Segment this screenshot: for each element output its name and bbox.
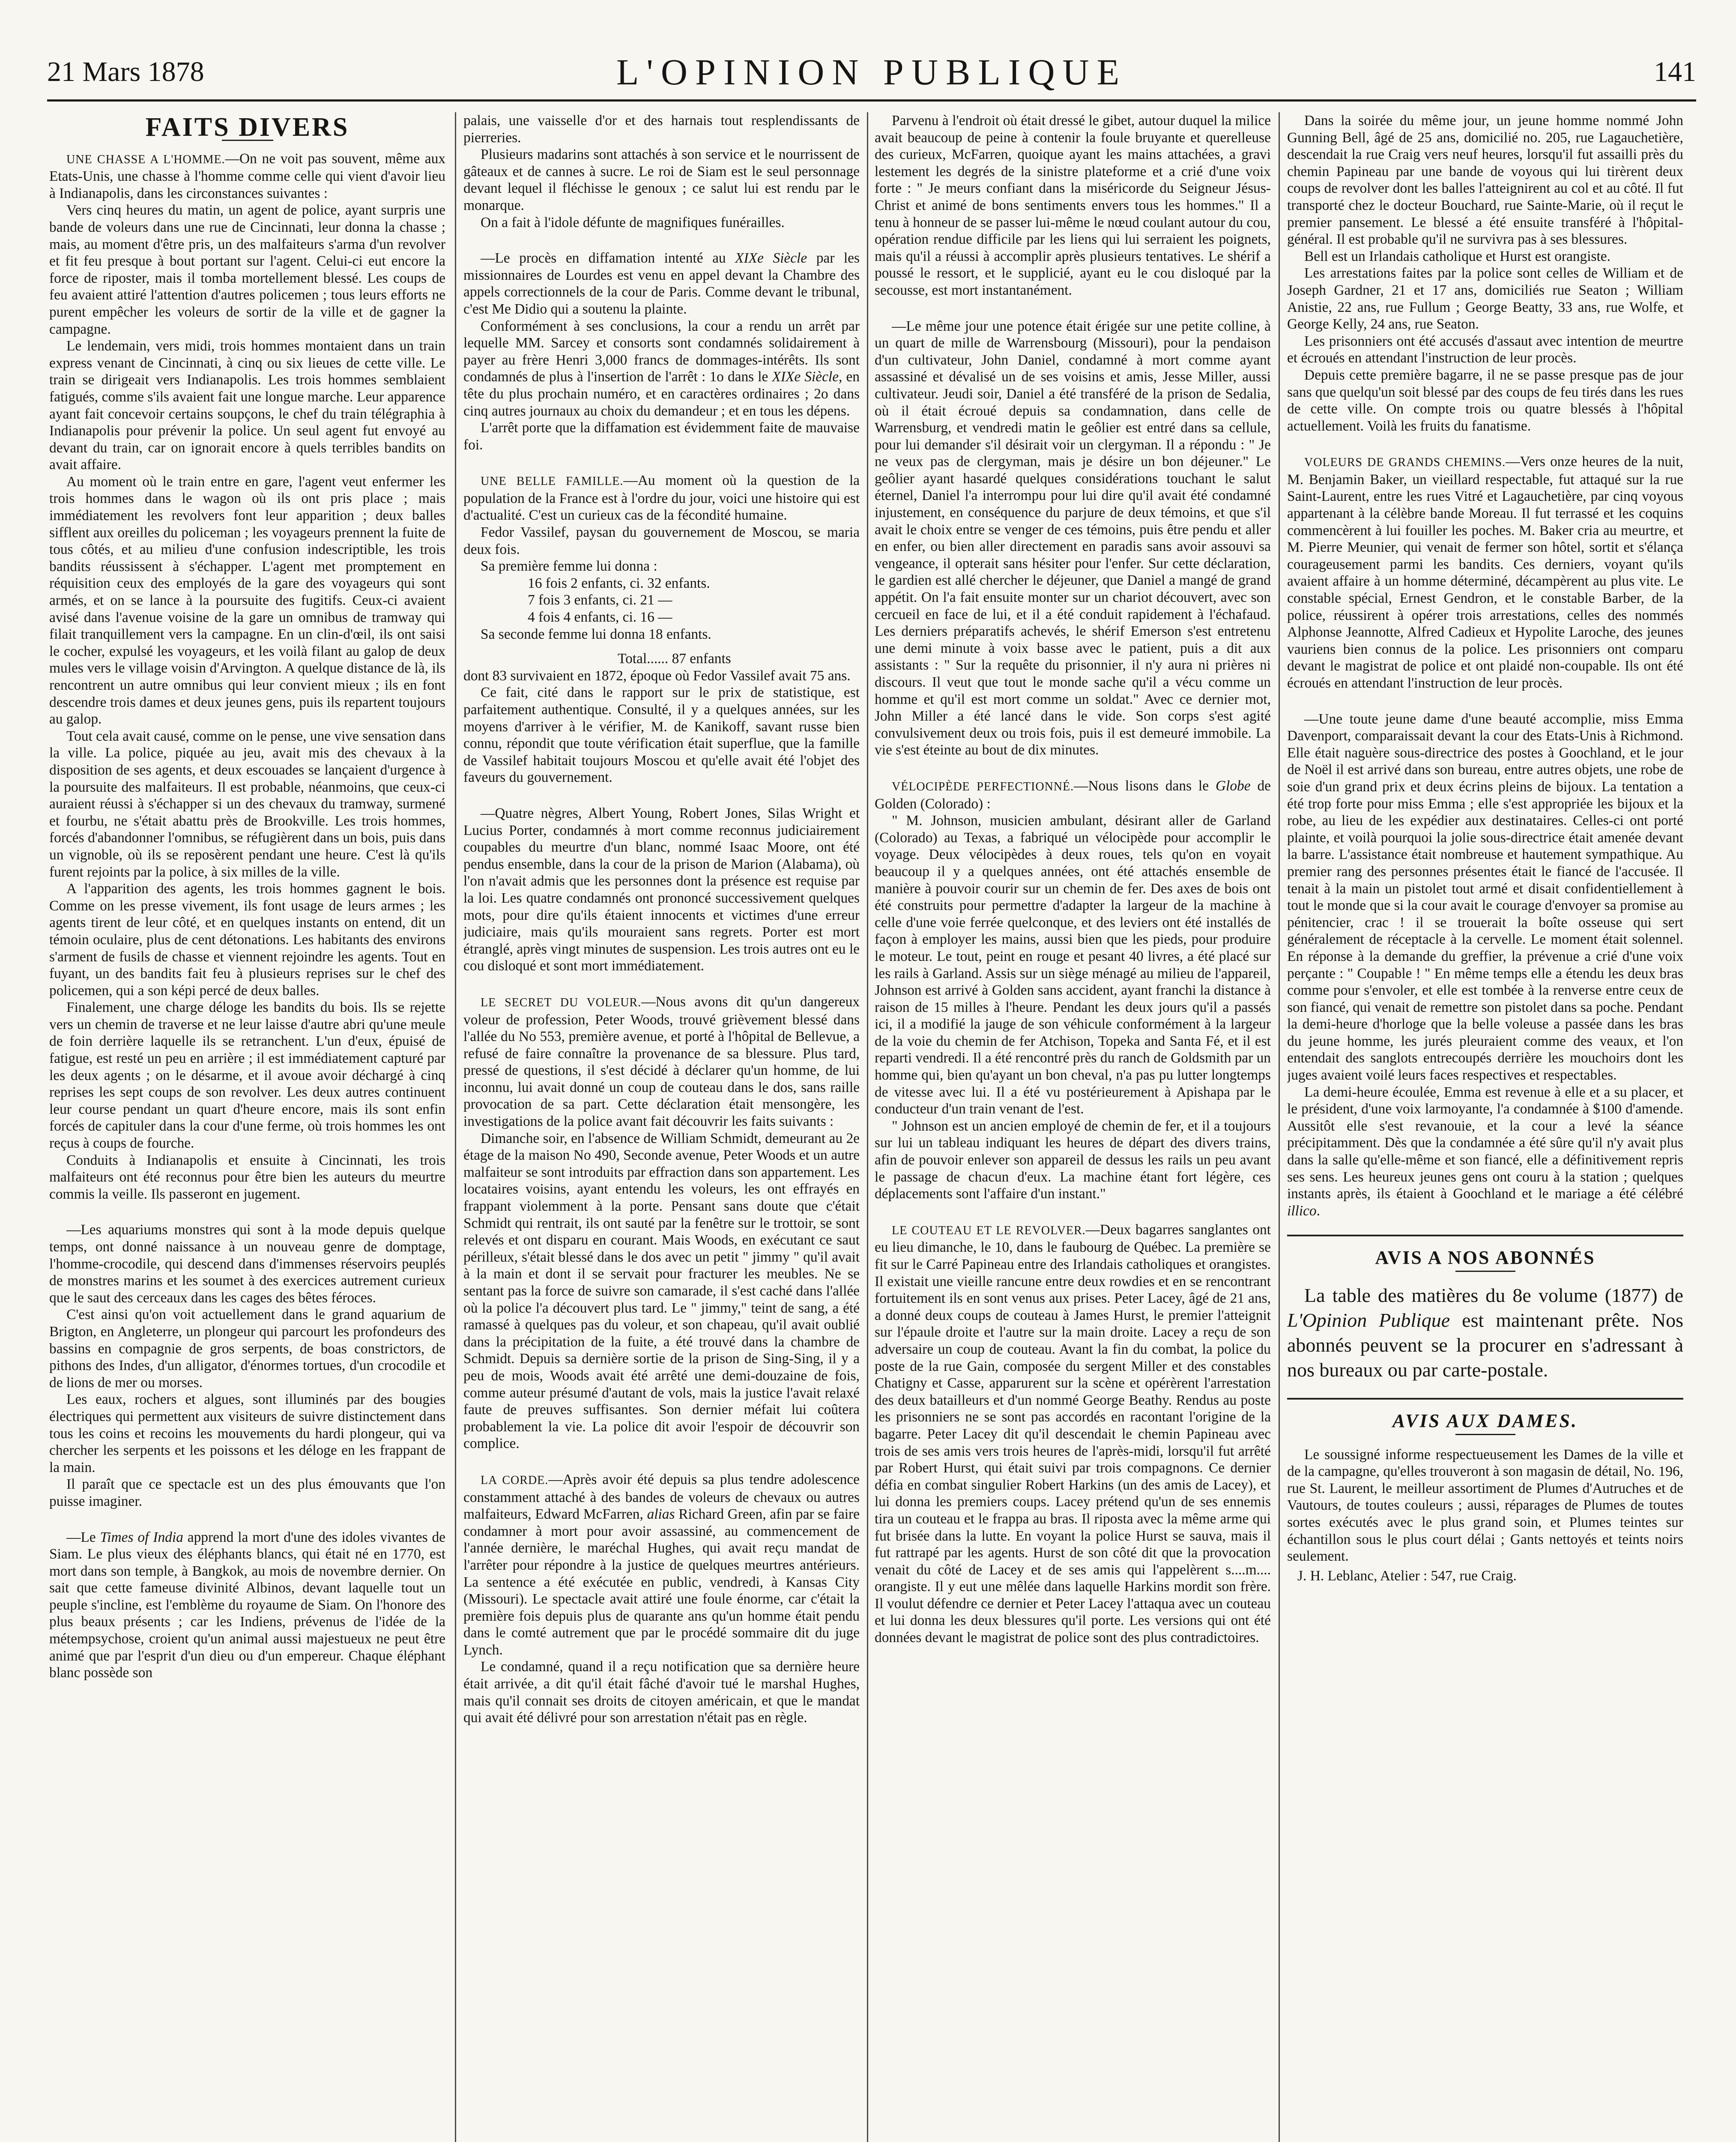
article-paragraph: Dimanche soir, en l'absence de William Schmidt, demeurant au 2e étage de la maison No 490, Seconde avenue, Peter Woods et un autre malfaiteur se sont introduits par effraction dans son appartement. Les locataires voisins, ayant entendu les voleurs, les ont effrayés en frappant violemment à la porte. Pensant sans doute que c'était Schmidt qui rentrait, ils ont sauté par la fenêtre sur le trottoir, se sont relevés et ont disparu en courant. Mais Woods, en exécutant ce saut périlleux, s'était blessé dans le dos avec un petit " jimmy " qu'il avait à la main et dont il se servait pour fracturer les meubles. Ne se sentant pas la force de suivre son camarade, il s'est caché dans l'allée où la police l'a découvert plus tard. Le " jimmy," teint de sang, a été ramassé à quelques pas du voleur, et son chapeau, qu'il avait oublié dans la précipitation de la fuite, a été trouvé dans la chambre de Schmidt. Depuis sa dernière sortie de la prison de Sing-Sing, il y a peu de mois, Woods avait été arrêté une demi-douzaine de fois, comme auteur présumé d'autant de vols, mais la justice l'avait relaxé faute de preuves suffisantes. Son dernier méfait lui coûtera probablement la vie. La police dit avoir l'espoir de découvrir son complice. (463, 1130, 860, 1452)
article-text: —Au moment où la question de la population de la France est à l'ordre du jour, voici une histoire qui est d'actualité. C'est un curieux cas de la fécondité humaine. (463, 473, 860, 524)
notice-text-part: La table des matières du 8e volume (1877) de (1304, 1284, 1683, 1306)
article-paragraph (463, 318, 860, 420)
article-text: . (1316, 1203, 1320, 1219)
page-number: 141 (1654, 56, 1696, 87)
list-total: Total...... 87 enfants (618, 651, 731, 667)
list-item: 7 fois 3 enfants, ci. 21 — (528, 592, 672, 608)
list-item: 4 fois 4 enfants, ci. 16 — (528, 609, 672, 625)
article-paragraph (49, 150, 445, 202)
notice-title: AVIS A NOS ABONNÉS (1375, 1247, 1596, 1268)
article-text: —Le (66, 1529, 100, 1545)
article-paragraph (1287, 1084, 1683, 1220)
article-paragraph: —Les aquariums monstres qui sont à la mode depuis quelque temps, ont donné naissance à un nouveau genre de domptage, l'homme-crocodile, qui descend dans d'immenses réservoirs peuplés de monstres marins et les soumet à des exercices autrement curieux que le saut des cerceaux dans les cages des bêtes féroces. (49, 1222, 445, 1306)
article-paragraph: —Une toute jeune dame d'une beauté accomplie, miss Emma Davenport, comparaissait devant la cour des Etats-Unis à Richmond. Elle était naguère sous-directrice des postes à Goochland, et le jour de Noël il est arrivé dans son bureau, entre autres objets, une robe de soie d'un grand prix et deux écrins pleins de bijoux. La tentation a été trop forte pour miss Emma ; elle s'est appropriée les bijoux et la robe, au lieu de les expédier aux destinataires. Celles-ci ont porté plainte, et voilà pourquoi la jolie sous-directrice était amenée devant la barre. L'assistance était nombreuse et hautement sympathique. Au premier rang des personnes présentes était le fiancé de l'accusée. Il tenait à la main un pistolet tout armé et disait confidentiellement à tout le monde que si la cour avait le courage d'envoyer sa promise au pénitencier, crac ! il se trouerait la boîte osseuse qui sert généralement de réceptacle à la cervelle. Le moment était solennel. En réponse à la demande du greffier, la prévenue a crié d'une voix perçante : " Coupable ! " En même temps elle a étendu les deux bras comme pour s'envoler, et elle est tombée à la renverse entre ceux de son fiancé, qui venait de remettre son pistolet dans sa poche. Pendant la demi-heure d'horloge que la belle voleuse a passée dans les bras du jeune homme, les jurés pleuraient comme des veaux, et l'on entendait des sanglots entrecoupés derrière les mouchoirs dont les juges avaient voilé leurs faces respectives et respectables. (1287, 711, 1683, 1083)
section-title: FAITS DIVERS (145, 113, 350, 142)
advertisement-text: Le soussigné informe respectueusement les Dames de la ville et de la campagne, qu'elles trouveront à son magasin de détail, No. 196, rue St. Laurent, le meilleur assortiment de Plumes d'Autruches et de Vautours, de toutes couleurs ; aussi, réparages de Plumes de toutes sortes exécutés avec le plus grand soin, et Plumes teintes sur échantillon sous le plus court délai ; Gants nettoyés et teints noirs seulement. (1287, 1446, 1683, 1565)
article-paragraph: Tout cela avait causé, comme on le pense, une vive sensation dans la ville. La police, piquée au jeu, avait mis des chevaux à la disposition de ses agents, et deux escouades se lançaient d'urgence à la poursuite des malfaiteurs. Il est probable, néanmoins, que ceux-ci auraient réussi à s'échapper si un des chevaux du tramway, surmené et fourbu, ne s'était abattu près de Brookville. Les trois hommes, forcés d'abandonner l'omnibus, se réfugièrent dans un bois, puis dans un vignoble, où ils se reposèrent pendant une heure. C'est là qu'ils furent rejoints par la police, à six milles de la ville. (49, 728, 445, 880)
title-rule (1455, 1434, 1515, 1435)
article-text: apprend la mort d'une des idoles vivantes de Siam. Le plus vieux des éléphants blancs, qui était né en 1770, est mort dans son temple, à Bangkok, au mois de novembre dernier. On sait que cette fameuse divinité Albinos, devant laquelle tout un peuple s'incline, est l'emblème du royaume de Siam. On l'honore des plus beaux présents ; car les Indiens, prévenus de l'idée de la métempsychose, croient qu'un animal aussi majestueux ne peut être animé que par l'esprit d'un dieu ou d'un empereur. Chaque éléphant blanc possède son (49, 1529, 445, 1681)
column-2 (463, 112, 860, 2142)
column-1 (49, 112, 445, 2142)
article-paragraph: —Quatre nègres, Albert Young, Robert Jones, Silas Wright et Lucius Porter, condamnés à mort comme reconnus judiciairement coupables du meurtre d'un blanc, nommé Isaac Moore, ont été pendus ensemble, dans la cour de la prison de Marion (Alabama), où l'on n'avait admis que les personnes dont la présence est requise par la loi. Les quatre condamnés ont prononcé successivement quelques mots, pour dire qu'ils étaient innocents et victimes d'une erreur judiciaire, mais qu'ils mouraient sans regrets. Porter est mort étranglé, après vingt minutes de suspension. Les trois autres ont eu le cou disloqué et sont mort immédiatement. (463, 805, 860, 974)
title-rule (1455, 1271, 1515, 1272)
article-lead: UNE BELLE FAMILLE. (481, 475, 624, 488)
article-text: —Deux bagarres sanglantes ont eu lieu dimanche, le 10, dans le faubourg de Québec. La première se fit sur le Carré Papineau entre des Irlandais catholiques et orangistes. Il existait une vieille rancune entre deux rowdies et en se rencontrant fortuitement ils en sont venus aux prises. Peter Lacey, âgé de 21 ans, a donné deux coups de couteau à James Hurst, le premier l'atteignit sur l'épaule droite et l'autre sur la main droite. Lacey a reçu de son adversaire un coup de couteau. Avant la fin du combat, la police du poste de la rue Gain, composée du sergent Miller et des constables Chatigny et Casse, apparurent sur la scène et opérèrent l'arrestation des deux batailleurs et d'un nommé George Beathy. Rendus au poste les prisonniers ne se sont pas accordés en racontant l'origine de la bagarre. Peter Lacey dit qu'il descendait le chemin Papineau avec trois de ses amis vers trois heures de l'après-midi, lorsqu'il fut arrêté par Robert Hurst, qui était suivi par trois compagnons. Ce dernier défia en combat singulier Robert Harkins (un des amis de Lacey), et lui donna les premiers coups. Lacey prétend qu'un de ses ennemis tira un couteau et le frappa au bras. Il riposta avec la même arme qui fut brisée dans la lutte. En voyant la police Hurst se sauva, mais il fut rattrapé par les agents. Hurst de son côté dit que la provocation venait du côté de Lacey et de ses amis qui l'appelèrent s....m.... orangiste. Il y eut une mêlée dans laquelle Harkins mordit son frère. Il voulut défendre ce dernier et Peter Lacey l'attaqua avec un couteau et lui donna les deux blessures qu'il porte. Les versions qui ont été données devant le magistrat de police sont des plus contradictoires. (875, 1221, 1271, 1646)
article-paragraph: Les eaux, rochers et algues, sont illuminés par des bougies électriques qui permettent aux visiteurs de suivre distinctement dans tous les coins et recoins les mouvements du hardi plongeur, qui va chercher les serpents et les poissons et les déloge en les frappant de la main. (49, 1391, 445, 1475)
issue-date: 21 Mars 1878 (47, 56, 204, 87)
article-text-italic: illico (1287, 1203, 1317, 1219)
page-header (47, 48, 1696, 102)
newspaper-name: Times of India (100, 1529, 183, 1545)
article-paragraph: Plusieurs madarins sont attachés à son service et le nourrissent de gâteaux et de cannes à sucre. Le roi de Siam est le seul personnage devant lequel il fléchisse le genoux ; ce salut lui est rendu par le monarque. (463, 147, 860, 213)
article-text: —Nous lisons dans le (1074, 778, 1216, 794)
notice-text-part: est maintenant prête. Nos abonnés peuvent se la procurer en s'adressant à nos bureaux ou par carte-postale. (1287, 1309, 1683, 1381)
article-lead: UNE CHASSE A L'HOMME. (66, 153, 225, 166)
article-paragraph: Sa seconde femme lui donna 18 enfants. (481, 626, 711, 642)
article-paragraph: Le lendemain, vers midi, trois hommes montaient dans un train express venant de Cincinnati, à cinq ou six lieues de cette ville. Le train se dirigeait vers Indianapolis. Les trois hommes semblaient fatigués, comme s'ils avaient fait une longue marche. Leur apparence ayant fait concevoir certains soupçons, le chef du train télégraphia à Indianapolis pour prévenir la police. Un seul agent fut envoyé au devant du train, car on ignorait encore à quels terribles bandits on avait affaire. (49, 338, 445, 473)
article-text: —Nous avons dit qu'un dangereux voleur de profession, Peter Woods, trouvé grièvement blessé dans l'allée du No 553, première avenue, et porté à l'hôpital de Bellevue, a refusé de faire connaître la provenance de sa blessure. Plus tard, pressé de questions, il s'est décidé à déclarer qu'un homme, de lui inconnu, lui avait donné un coup de couteau dans le dos, sans raille provocation de sa part. Cette déclaration était mensongère, les investigations de la police avant fait découvrir les faits suivants : (463, 993, 860, 1130)
article-paragraph: " Johnson est un ancien employé de chemin de fer, et il a toujours sur lui un tableau indiquant les heures de départ des divers trains, afin de pouvoir enlever son appareil de dessus les rails un peu avant le passage de chacun d'eux. La machine étant fort légère, ces déplacements sont l'affaire d'un instant." (875, 1118, 1271, 1202)
article-paragraph: palais, une vaisselle d'or et des harnais tout resplendissants de pierreries. (463, 113, 860, 146)
article-paragraph: A l'apparition des agents, les trois hommes gagnent le bois. Comme on les presse vivement, ils font usage de leurs armes ; les agents tirent de leur côté, et en quelques instants on entend, dit un témoin oculaire, plus de cent détonations. Les habitants des environs s'arment de fusils de chasse et viennent rejoindre les agents. Tout en fuyant, un des bandits fait feu à plusieurs reprises sur le chef des policemen, qui a son képi percé de deux balles. (49, 881, 445, 999)
article-paragraph: Finalement, une charge déloge les bandits du bois. Ils se rejette vers un chemin de traverse et ne leur laisse d'autre abri qu'une meule de foin derrière laquelle ils se retranchent. L'un d'eux, épuisé de fatigue, est resté un peu en arrière ; il est immédiatement capturé par les deux agents ; on le désarme, et il avoue avoir déchargé à cinq reprises les sept coups de son revolver. Les deux autres continuent leur course pendant un quart d'heure encore, mais ils sont enfin forcés de capituler dans la cour d'une ferme, où trois hommes les ont reçus à coups de fourche. (49, 999, 445, 1152)
article-text: Richard Green, afin par se faire condamner à mort pour avoir assassiné, au commencement de l'année dernière, le maréchal Hughes, qui avait reçu mandat de l'arrêter pour répondre à la justice de quelques meurtres antérieurs. La sentence a été exécutée en public, vendredi, à Kansas City (Missouri). Le spectacle avait attiré une foule énorme, car c'était la première fois depuis plus de quarante ans qu'un homme était pendu dans le comté autrement que par le procédé sommaire dit du juge Lynch. (463, 1506, 860, 1658)
article-paragraph: C'est ainsi qu'on voit actuellement dans le grand aquarium de Brigton, en Angleterre, un plongeur qui parcourt les profondeurs des bassins en compagnie de gros serpents, de boas constrictors, de pithons des Indes, d'un alligator, d'énormes tortues, d'un crocodile et de lions de mer ou morses. (49, 1307, 445, 1391)
article-text: de Golden (Colorado) : (875, 778, 1271, 812)
article-paragraph: —Le même jour une potence était érigée sur une petite colline, à un quart de mille de Warrensbourg (Missouri), pour la pendaison d'un cultivateur, John Daniel, condamné à mort comme ayant assassiné et dévalisé un de ses voisins et amis, Jesse Miller, aussi cultivateur. Jeudi soir, Daniel a été transféré de la prison de Sedalia, où il était écroué depuis sa condamnation, dans celle de Warrensburg, et vendredi matin le geôlier est entré dans sa cellule, pour lui demander s'il désirait voir un clergyman. Il a répondu : " Je ne veux pas de clergyman, mais je désire un bon déjeuner." Le geôlier ayant hasardé quelques considérations touchant le salut éternel, Daniel l'a interrompu pour lui dire qu'il avait été condamné injustement, en conséquence du parjure de deux témoins, et que s'il avait le choix entre se venger de ces témoins, puis être pendu et aller en enfer, ou bien aller directement en paradis sans avoir assouvi sa vengeance, il opterait sans hésiter pour l'enfer. Sur cette déclaration, le gardien est allé chercher le déjeuner, que Daniel a mangé de grand appétit. On l'a fait ensuite monter sur un chariot découvert, avec son cercueil en face de lui, et il a été conduit rapidement à l'échafaud. Les derniers préparatifs achevés, le shérif Emerson s'est entretenu une demi minute à voix basse avec le patient, puis a dit aux assistants : " Sur la requête du prisonnier, il n'y aura ni prières ni discours. Il veut que tout le monde sache qu'il a vécu comme un homme et qu'il est mort comme un soldat." Avec ce dernier mot, John Miller a été lancé dans le vide. Son corps s'est agité convulsivement deux ou trois fois, puis il est demeuré immobile. La vie s'est éteinte au bout de dix minutes. (875, 318, 1271, 758)
article-text: , en tête du plus prochain numéro, et en caractères ordinaires ; 2o dans cinq autres journaux au choix du demandeur ; et en tous les dépens. (463, 369, 860, 419)
column-divider (867, 112, 868, 2142)
section-divider (1287, 1235, 1683, 1236)
article-paragraph: " M. Johnson, musicien ambulant, désirant aller de Garland (Colorado) au Texas, a fabriqué un vélocipède pour accomplir le voyage. Deux vélocipèdes à deux roues, tels qu'on en voyait beaucoup il y a quelques années, ont été attachés ensemble de manière à pouvoir courir sur un chemin de fer. Des axes de bois ont été construits pour permettre d'adapter la largeur de la machine à celle d'une voie ferrée quelconque, et des leviers ont été installés de façon à employer les mains, aussi bien que les pieds, pour produire le moteur. Le tout, peint en rouge et pesant 40 livres, a été placé sur les rails à Garland. Assis sur un siège ménagé au milieu de l'appareil, Johnson est arrivé à Golden sans accident, ayant franchi la distance à raison de 15 milles à l'heure. Pendant les deux jours qu'il a passés ici, il a modifié la jauge de son véhicule conformément à la largeur de la voie du chemin de fer Atchison, Topeka and Santa Fé, et il est reparti vendredi. Il a été rencontré près du ranch de Goldsmith par un homme qui, bien qu'ayant un bon cheval, n'a pas pu lutter longtemps de vitesse avec lui. Il a été vu postérieurement à Apishapa par le conducteur d'un train venant de l'est. (875, 813, 1271, 1117)
article-paragraph: Dans la soirée du même jour, un jeune homme nommé John Gunning Bell, âgé de 25 ans, domicilié no. 205, rue Lagauchetière, descendait la rue Craig vers neuf heures, lorsqu'il fut assailli près du chemin Papineau par une bande de voyous qui lui tirèrent deux coups de revolver dont les balles l'atteignirent au col et au côté. Il fut transporté chez le docteur Bouchard, rue Sainte-Marie, où il reçut le premier pansement. Le blessé a été ensuite transféré à l'hôpital-général. Il est probable qu'il ne survivra pas à ses blessures. (1287, 113, 1683, 248)
article-paragraph: Sa première femme lui donna : (481, 558, 657, 574)
article-paragraph (463, 1471, 860, 1659)
newspaper-name: L'Opinion Publique (1287, 1309, 1450, 1331)
article-text-italic: alias (647, 1506, 675, 1523)
article-paragraph: Les prisonniers ont été accusés d'assaut avec intention de meurtre et écroués en attendant l'instruction de leur procès. (1287, 333, 1683, 366)
article-paragraph: Au moment où le train entre en gare, l'agent veut enfermer les trois hommes dans le wagon où ils ont pris place ; mais immédiatement les revolvers font leur apparition ; deux balles sifflent aux oreilles du policeman ; les voyageurs prennent la fuite de tous côtés, et au milieu d'une confusion indescriptible, les trois bandits réussissent à s'échapper. L'agent met promptement en réquisition ceux des employés de la gare des voyageurs qui sont armés, et on se lance à la poursuite des fugitifs. Ceux-ci avaient avisé dans l'avenue voisine de la gare un omnibus de tramway qui filait tranquillement vers la campagne. En un clin-d'œil, ils ont saisi le cocher, expulsé les voyageurs, et les voilà filant au galop de deux mules vers le village voisin d'Arvington. A quelque distance de là, ils rencontrent un autre omnibus qui leur convient mieux ; ils en font descendre trois dames et deux jeunes gens, puis ils repartent toujours au galop. (49, 473, 445, 727)
newspaper-name: XIXe Siècle (772, 369, 839, 385)
list-item: 16 fois 2 enfants, ci. 32 enfants. (528, 575, 710, 591)
article-paragraph: Fedor Vassilef, paysan du gouvernement de Moscou, se maria deux fois. (463, 524, 860, 557)
article-lead: VOLEURS DE GRANDS CHEMINS. (1304, 456, 1506, 470)
article-lead: LE SECRET DU VOLEUR. (481, 996, 642, 1009)
column-divider (455, 112, 456, 2142)
advertisement-signature: J. H. Leblanc, Atelier : 547, rue Craig. (1297, 1568, 1517, 1584)
article-text: —Vers onze heures de la nuit, M. Benjamin Baker, un vieillard respectable, fut attaqué sur la rue Saint-Laurent, entre les rues Vitré et Lagauchetière, par cinq voyous appartenant à la célèbre bande Moreau. Il fut terrassé et les coquins commencèrent à lui fouiller les poches. M. Baker cria au meurtre, et M. Pierre Meunier, qui venait de fermer son hôtel, sortit et s'élança courageusement parmi les bandits. Ces derniers, voyant qu'ils avaient affaire à un homme déterminé, décampèrent au plus vite. Le constable spécial, Ernest Gendron, et le constable Barber, de la police, réussirent à opérer trois arrestations, celles des nommés Alphonse Jeannotte, Alfred Cadieux et Hypolite Laroche, des jeunes vauriens bien connus de la police. Les prisonniers ont comparu devant le magistrat de police et ont plaidé non-coupable. Ils ont été écroués en attendant l'instruction de leur procès. (1287, 454, 1683, 691)
column-4 (1287, 112, 1683, 2142)
article-text: Conformément à ses conclusions, la cour a rendu un arrêt par lequelle MM. Sarcey et consorts sont condamnés solidairement à payer au frère Henri 3,000 francs de dommages-intérêts. Ils sont condamnés de plus à l'insertion de l'arrêt : 1o dans le (463, 318, 860, 385)
article-paragraph: Les arrestations faites par la police sont celles de William et de Joseph Gardner, 21 et 17 ans, domiciliés rue Seaton ; William Anistie, 22 ans, rue Fullum ; George Beatty, 33 ans, rue Wolfe, et George Kelly, 24 ans, rue Seaton. (1287, 265, 1683, 332)
article-text: —Après avoir été depuis sa plus tendre adolescence constamment attaché à des bandes de voleurs de chevaux ou autres malfaiteurs, Edward McFarren, (463, 1471, 860, 1523)
article-paragraph: dont 83 survivaient en 1872, époque où Fedor Vassilef avait 75 ans. (463, 667, 851, 684)
column-divider (1279, 112, 1280, 2142)
article-paragraph (875, 1221, 1271, 1646)
advertisement-title: AVIS AUX DAMES. (1392, 1410, 1578, 1431)
article-paragraph: Ce fait, cité dans le rapport sur le prix de statistique, est parfaitement authentique. Consulté, il y a quelques années, sur les moyens d'arriver à le vérifier, M. de Kanikoff, savant russe bien connu, répondit que toute vérification était superflue, que la famille de Vassilef habitait toujours Moscou et qu'elle avait été l'objet des faveurs du gouvernement. (463, 685, 860, 786)
section-divider (1287, 1398, 1683, 1400)
notice-text (1287, 1283, 1683, 1382)
article-paragraph (875, 778, 1271, 812)
article-paragraph: L'arrêt porte que la diffamation est évidemment faite de mauvaise foi. (463, 420, 860, 453)
article-paragraph: Il paraît que ce spectacle est un des plus émouvants que l'on puisse imaginer. (49, 1476, 445, 1509)
article-paragraph: Vers cinq heures du matin, un agent de police, ayant surpris une bande de voleurs dans une rue de Cincinnati, leur donna la chasse ; mais, au moment d'être pris, un des malfaiteurs s'arma d'un revolver et fit feu presque à bout portant sur l'agent. Celui-ci eut encore la force de riposter, mais il tomba mortellement blessé. Les coups de feu avaient attiré l'attention d'autres policemen ; tous leurs efforts ne purent empêcher les voleurs de sortir de la ville et de gagner la campagne. (49, 202, 445, 337)
newspaper-name: XIXe Siècle (735, 250, 807, 266)
article-text: La demi-heure écoulée, Emma est revenue à elle et a su placer, et le président, d'une voix larmoyante, l'a condamnée à $100 d'amende. Aussitôt elle s'est revanouie, et la cour a levé la séance précipitamment. Dès que la condamnée a été sûre qu'il n'y avait plus dans la salle qu'elle-même et son fiancé, elle a définitivement repris ses sens. Les heureux jeunes gens ont couru à la station ; quelques instants après, ils étaient à Goochland et le mariage a été célébré (1287, 1084, 1683, 1202)
article-paragraph: Parvenu à l'endroit où était dressé le gibet, autour duquel la milice avait beaucoup de peine à contenir la foule bruyante et querelleuse des curieux, McFarren, quoique ayant les mains attachées, a gravi lestement les degrés de la sinistre plateforme et a crié d'une voix forte : " Je meurs confiant dans la miséricorde du Seigneur Jésus-Christ et animé de bons sentiments envers tous les hommes." Il a tenu à honneur de se passer lui-même le nœud coulant autour du cou, opération rendue difficile par les liens qui lui serraient les poignets, mais qu'il a réussi à accomplir après plusieurs tentatives. Le shérif a poussé le ressort, et le supplicié, ayant eu le cou disloqué par la secousse, est mort instantanément. (875, 113, 1271, 298)
article-paragraph (463, 472, 860, 524)
article-lead: VÉLOCIPÈDE PERFECTIONNÉ. (892, 780, 1074, 793)
article-text: —On ne voit pas souvent, même aux Etats-Unis, une chasse à l'homme comme celle qui vient d'avoir lieu à Indianapolis, dans les circonstances suivantes : (49, 150, 445, 201)
article-paragraph (463, 250, 860, 317)
article-paragraph: On a fait à l'idole défunte de magnifiques funérailles. (481, 214, 785, 230)
column-3 (875, 112, 1271, 2142)
newspaper-name: Globe (1215, 778, 1251, 794)
article-paragraph (49, 1529, 445, 1681)
article-text: —Le procès en diffamation intenté au (481, 250, 735, 266)
article-paragraph: Conduits à Indianapolis et ensuite à Cincinnati, les trois malfaiteurs ont été reconnus pour être bien les auteurs du meurtre commis la veille. Ils passeront en jugement. (49, 1152, 445, 1202)
article-paragraph (463, 993, 860, 1130)
article-text: par les missionnaires de Lourdes est venu en appel devant la Chambre des appels correctionnels de la cour de Paris. Comme devant le tribunal, c'est Me Didio qui a soutenu la plainte. (463, 250, 860, 317)
article-lead: LE COUTEAU ET LE REVOLVER. (892, 1224, 1086, 1237)
masthead-title: L'OPINION PUBLIQUE (616, 51, 1127, 93)
article-paragraph: Le condamné, quand il a reçu notification que sa dernière heure était arrivée, a dit qu'il était fâché d'avoir tué le marshal Hughes, mais qu'il connait ses droits de citoyen américain, et que le mandat qui avait été délivré pour son arrestation n'était pas en règle. (463, 1659, 860, 1726)
article-paragraph (1287, 453, 1683, 691)
article-paragraph: Depuis cette première bagarre, il ne se passe presque pas de jour sans que quelqu'un soit blessé par des coups de feu tirés dans les rues de cette ville. On compte trois ou quatre blessés à l'hôpital actuellement. Voilà les fruits du fanatisme. (1287, 367, 1683, 434)
article-lead: LA CORDE. (481, 1473, 549, 1487)
article-paragraph: Bell est un Irlandais catholique et Hurst est orangiste. (1304, 248, 1611, 264)
